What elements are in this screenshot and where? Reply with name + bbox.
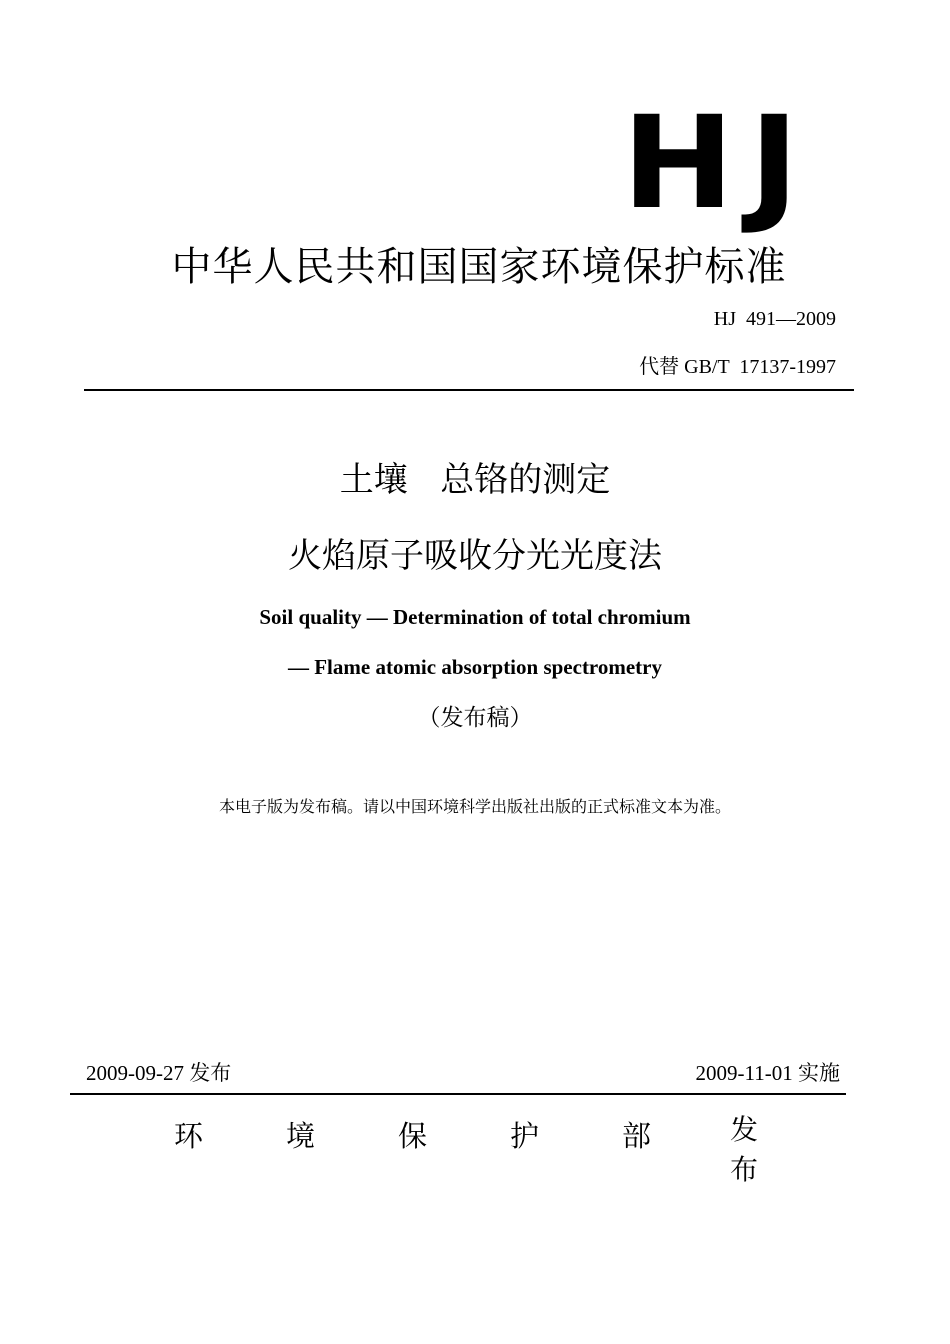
hj-logo: HJ [622, 89, 814, 238]
publisher-char: 保 [398, 1119, 428, 1153]
publisher-char: 环 [174, 1119, 204, 1153]
publisher-issued-label: 发布 [730, 1113, 759, 1186]
title-en-line2: — Flame atomic absorption spectrometry [287, 655, 663, 679]
standard-number: HJ 491—2009 [713, 308, 836, 330]
organization-title: 中华人民共和国国家环境保护标准 [171, 244, 787, 290]
bottom-divider [70, 1093, 846, 1095]
effective-date: 2009-11-01 实施 [695, 1061, 840, 1085]
replaces-standard: 代替 GB/T 17137-1997 [639, 356, 836, 378]
publisher-char: 护 [510, 1119, 540, 1153]
publisher-char: 境 [286, 1119, 316, 1153]
issue-date: 2009-09-27 发布 [86, 1061, 232, 1085]
title-cn-line2: 火焰原子吸收分光光度法 [288, 536, 662, 576]
title-cn-line1: 土壤 总铬的测定 [339, 460, 611, 500]
draft-label: （发布稿） [417, 705, 533, 731]
top-divider [84, 389, 854, 391]
title-en-line1: Soil quality — Determination of total chromium [259, 605, 691, 629]
publisher-line [174, 1113, 774, 1186]
publisher-char: 部 [622, 1119, 652, 1153]
notice-text: 本电子版为发布稿。请以中国环境科学出版社出版的正式标准文本为准。 [218, 797, 731, 816]
